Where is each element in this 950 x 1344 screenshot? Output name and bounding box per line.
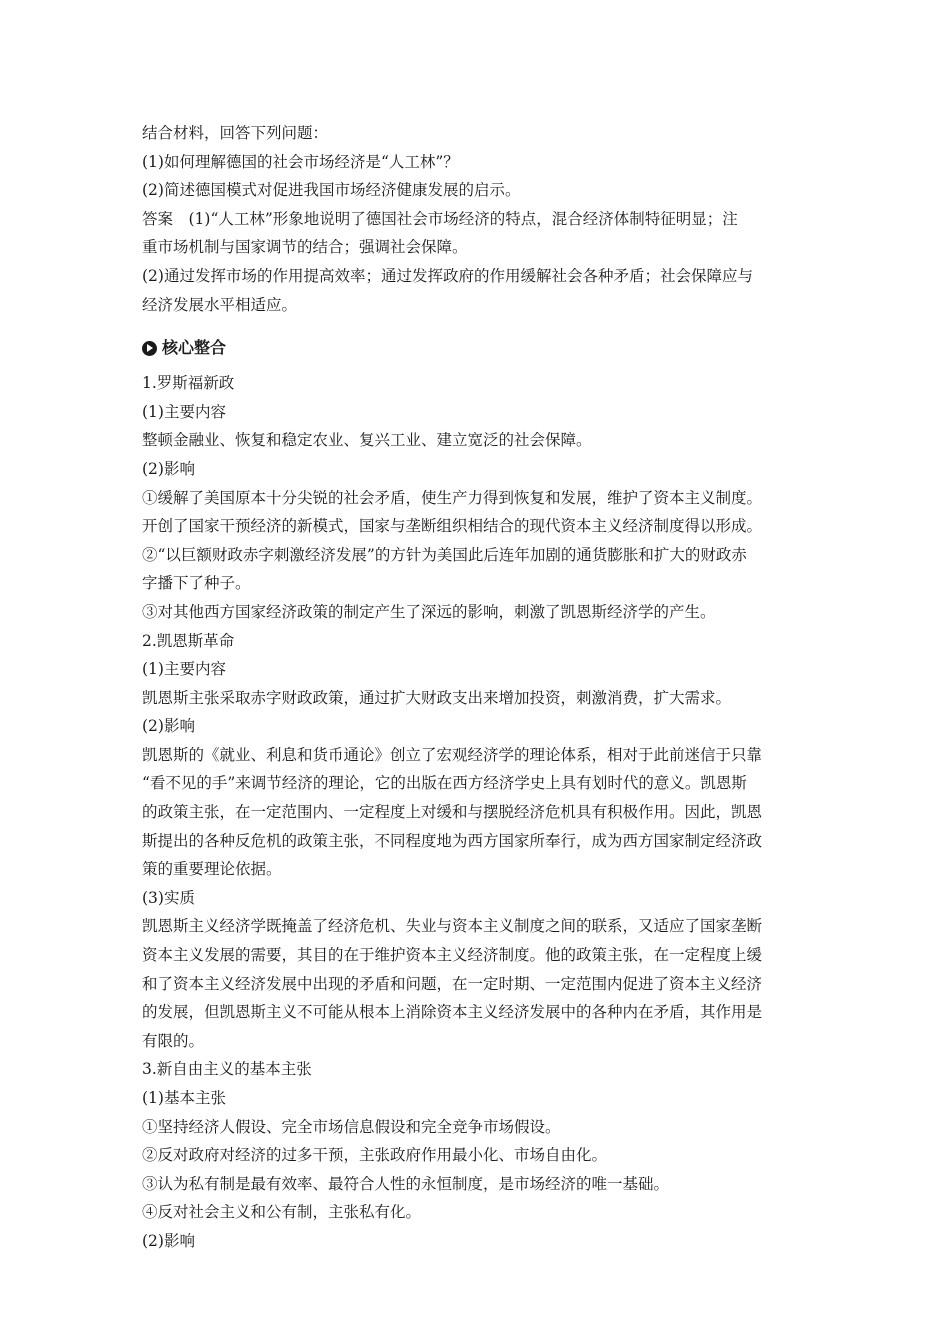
- text-line: 2.凯恩斯革命: [142, 631, 235, 650]
- text-line: ①缓解了美国原本十分尖锐的社会矛盾，使生产力得到恢复和发展，维护了资本主义制度。: [142, 488, 763, 507]
- section-body: [142, 369, 812, 1255]
- section-heading-label: 核心整合: [162, 338, 227, 358]
- text-line: 开创了国家干预经济的新模式，国家与垄断组织相结合的现代资本主义经济制度得以形成。: [142, 517, 763, 536]
- text-line: 结合材料，回答下列问题：: [142, 124, 329, 142]
- text-line: 策的重要理论依据。: [142, 860, 282, 879]
- text-line: (1)如何理解德国的社会市场经济是“人工林”？: [142, 152, 459, 171]
- text-line: 答案 (1)“人工林”形象地说明了德国社会市场经济的特点，混合经济体制特征明显；注: [142, 209, 738, 228]
- text-line: “看不见的手”来调节经济的理论，它的出版在西方经济学史上具有划时代的意义。凯恩斯: [142, 774, 747, 793]
- text-line: (2)简述德国模式对促进我国市场经济健康发展的启示。: [142, 181, 521, 200]
- text-line: 1.罗斯福新政: [142, 374, 235, 393]
- text-line: 字播下了种子。: [142, 574, 251, 593]
- text-line: (3)实质: [142, 888, 195, 907]
- text-line: 斯提出的各种反危机的政策主张，不同程度地为西方国家所奉行，成为西方国家制定经济政: [142, 831, 763, 850]
- text-line: 的发展，但凯恩斯主义不可能从根本上消除资本主义经济发展中的各种内在矛盾，其作用是: [142, 1003, 763, 1022]
- text-line: 凯恩斯主义经济学既掩盖了经济危机、失业与资本主义制度之间的联系，又适应了国家垄断: [142, 917, 763, 936]
- text-line: 3.新自由主义的基本主张: [142, 1060, 312, 1079]
- text-line: (1)主要内容: [142, 660, 226, 679]
- text-line: ②“以巨额财政赤字刺激经济发展”的方针为美国此后连年加剧的通货膨胀和扩大的财政赤: [142, 545, 747, 564]
- text-line: 有限的。: [142, 1031, 205, 1050]
- text-line: (1)主要内容: [142, 402, 226, 421]
- section-heading: [142, 333, 812, 363]
- text-line: 的政策主张，在一定范围内、一定程度上对缓和与摆脱经济危机具有积极作用。因此，凯恩: [142, 803, 763, 822]
- text-line: (2)影响: [142, 459, 195, 478]
- text-line: 资本主义发展的需要，其目的在于维护资本主义经济制度。他的政策主张，在一定程度上缓: [142, 946, 763, 965]
- text-line: 整顿金融业、恢复和稳定农业、复兴工业、建立宽泛的社会保障。: [142, 431, 592, 450]
- text-line: (2)通过发挥市场的作用提高效率；通过发挥政府的作用缓解社会各种矛盾；社会保障应与: [142, 266, 753, 285]
- text-line: 和了资本主义经济发展中出现的矛盾和问题，在一定时期、一定范围内促进了资本主义经济: [142, 974, 763, 993]
- text-line: 重市场机制与国家调节的结合；强调社会保障。: [142, 238, 468, 257]
- text-line: ①坚持经济人假设、完全市场信息假设和完全竞争市场假设。: [142, 1117, 561, 1136]
- text-line: 凯恩斯的《就业、利息和货币通论》创立了宏观经济学的理论体系，相对于此前迷信于只靠: [142, 745, 763, 764]
- question-answer-block: [142, 119, 812, 319]
- text-line: ③对其他西方国家经济政策的制定产生了深远的影响，刺激了凯恩斯经济学的产生。: [142, 602, 716, 621]
- text-line: (2)影响: [142, 717, 195, 736]
- text-line: 经济发展水平相适应。: [142, 295, 298, 314]
- play-circle-icon: [142, 341, 157, 356]
- document-page: [142, 119, 812, 1256]
- text-line: 凯恩斯主张采取赤字财政政策，通过扩大财政支出来增加投资，刺激消费，扩大需求。: [142, 688, 732, 707]
- text-line: (1)基本主张: [142, 1089, 226, 1107]
- text-line: ③认为私有制是最有效率、最符合人性的永恒制度，是市场经济的唯一基础。: [142, 1174, 670, 1193]
- text-line: ②反对政府对经济的过多干预，主张政府作用最小化、市场自由化。: [142, 1146, 608, 1165]
- text-line: ④反对社会主义和公有制，主张私有化。: [142, 1203, 422, 1222]
- text-line: (2)影响: [142, 1231, 195, 1250]
